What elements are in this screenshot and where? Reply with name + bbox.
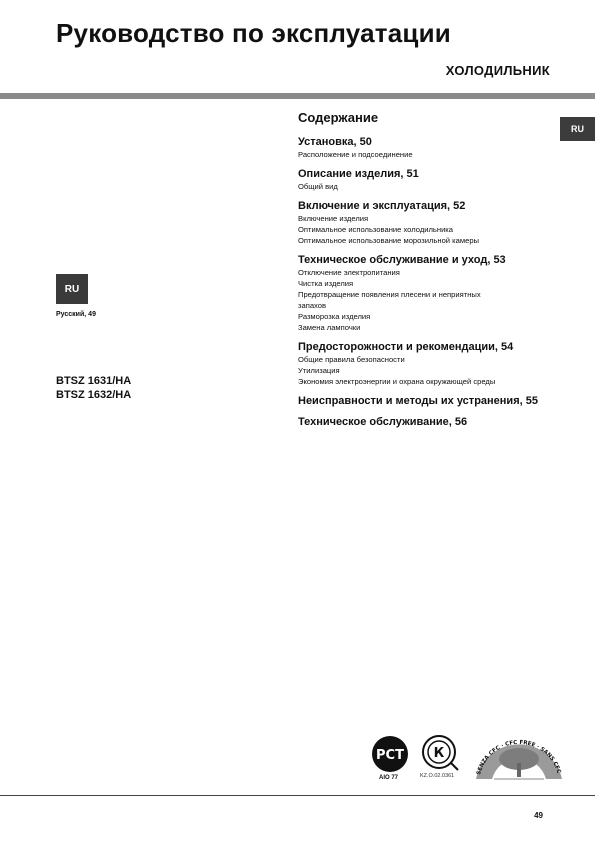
toc-section — [298, 341, 558, 387]
toc-subitem: запахов — [298, 301, 327, 310]
toc-section — [298, 395, 558, 408]
toc-subitem: Оптимальное использование морозильной камеры — [298, 236, 479, 245]
language-page-ref: Русский, 49 — [56, 311, 96, 318]
certification-code: AIO 77 — [379, 775, 399, 781]
toc-subitem: Экономия электроэнергии и охрана окружающей среды — [298, 377, 496, 386]
kz-certification-mark: К — [433, 746, 445, 761]
model-list — [56, 374, 131, 402]
toc-section-title[interactable]: Описание изделия, 51 — [298, 168, 419, 180]
toc-section-title[interactable]: Неисправности и методы их устранения, 55 — [298, 395, 538, 407]
toc-section-title[interactable]: Установка, 50 — [298, 136, 372, 148]
toc-section — [298, 136, 558, 160]
certification-code: KZ.O.02.0361 — [420, 773, 455, 779]
model-name: BTSZ 1631/HA — [56, 375, 132, 387]
language-badge-label: RU — [64, 283, 80, 295]
model-name: BTSZ 1632/HA — [56, 389, 132, 401]
toc-section — [298, 416, 558, 429]
toc-subitem: Общий вид — [298, 182, 338, 191]
toc-section-title[interactable]: Включение и эксплуатация, 52 — [298, 200, 466, 212]
table-of-contents — [298, 110, 558, 437]
page-number: 49 — [534, 811, 543, 820]
toc-subitem: Расположение и подсоединение — [298, 150, 413, 159]
toc-subitem: Включение изделия — [298, 214, 369, 223]
footer-divider — [0, 795, 595, 796]
toc-subitem: Разморозка изделия — [298, 312, 371, 321]
toc-subitem: Общие правила безопасности — [298, 355, 405, 364]
product-type: ХОЛОДИЛЬНИК — [445, 63, 550, 78]
toc-section-title[interactable]: Предосторожности и рекомендации, 54 — [298, 341, 514, 353]
cfc-free-seal — [474, 713, 564, 786]
toc-section-title[interactable]: Техническое обслуживание и уход, 53 — [298, 254, 506, 266]
header-divider-bar — [0, 93, 595, 99]
toc-subitem: Предотвращение появления плесени и неприятных — [298, 290, 481, 299]
toc-subitem: Замена лампочки — [298, 323, 361, 332]
document-title: Руководство по эксплуатации — [56, 18, 451, 48]
toc-heading: Содержание — [298, 110, 379, 125]
kz-certification-logo — [420, 733, 460, 776]
gost-certification-mark: РСТ — [376, 748, 404, 763]
toc-subitem: Утилизация — [298, 366, 340, 375]
language-side-tab[interactable]: RU — [560, 117, 595, 141]
gost-certification-logo — [371, 735, 409, 778]
language-badge[interactable] — [56, 274, 88, 304]
toc-subitem: Чистка изделия — [298, 279, 354, 288]
cfc-free-text: SENZA CFC · CFC FREE · SANS CFC — [476, 739, 562, 776]
toc-subitem: Оптимальное использование холодильника — [298, 225, 454, 234]
toc-section-title[interactable]: Техническое обслуживание, 56 — [298, 416, 468, 428]
toc-subitem: Отключение электропитания — [298, 268, 400, 277]
toc-section — [298, 200, 558, 246]
toc-section — [298, 254, 558, 333]
toc-section — [298, 168, 558, 192]
